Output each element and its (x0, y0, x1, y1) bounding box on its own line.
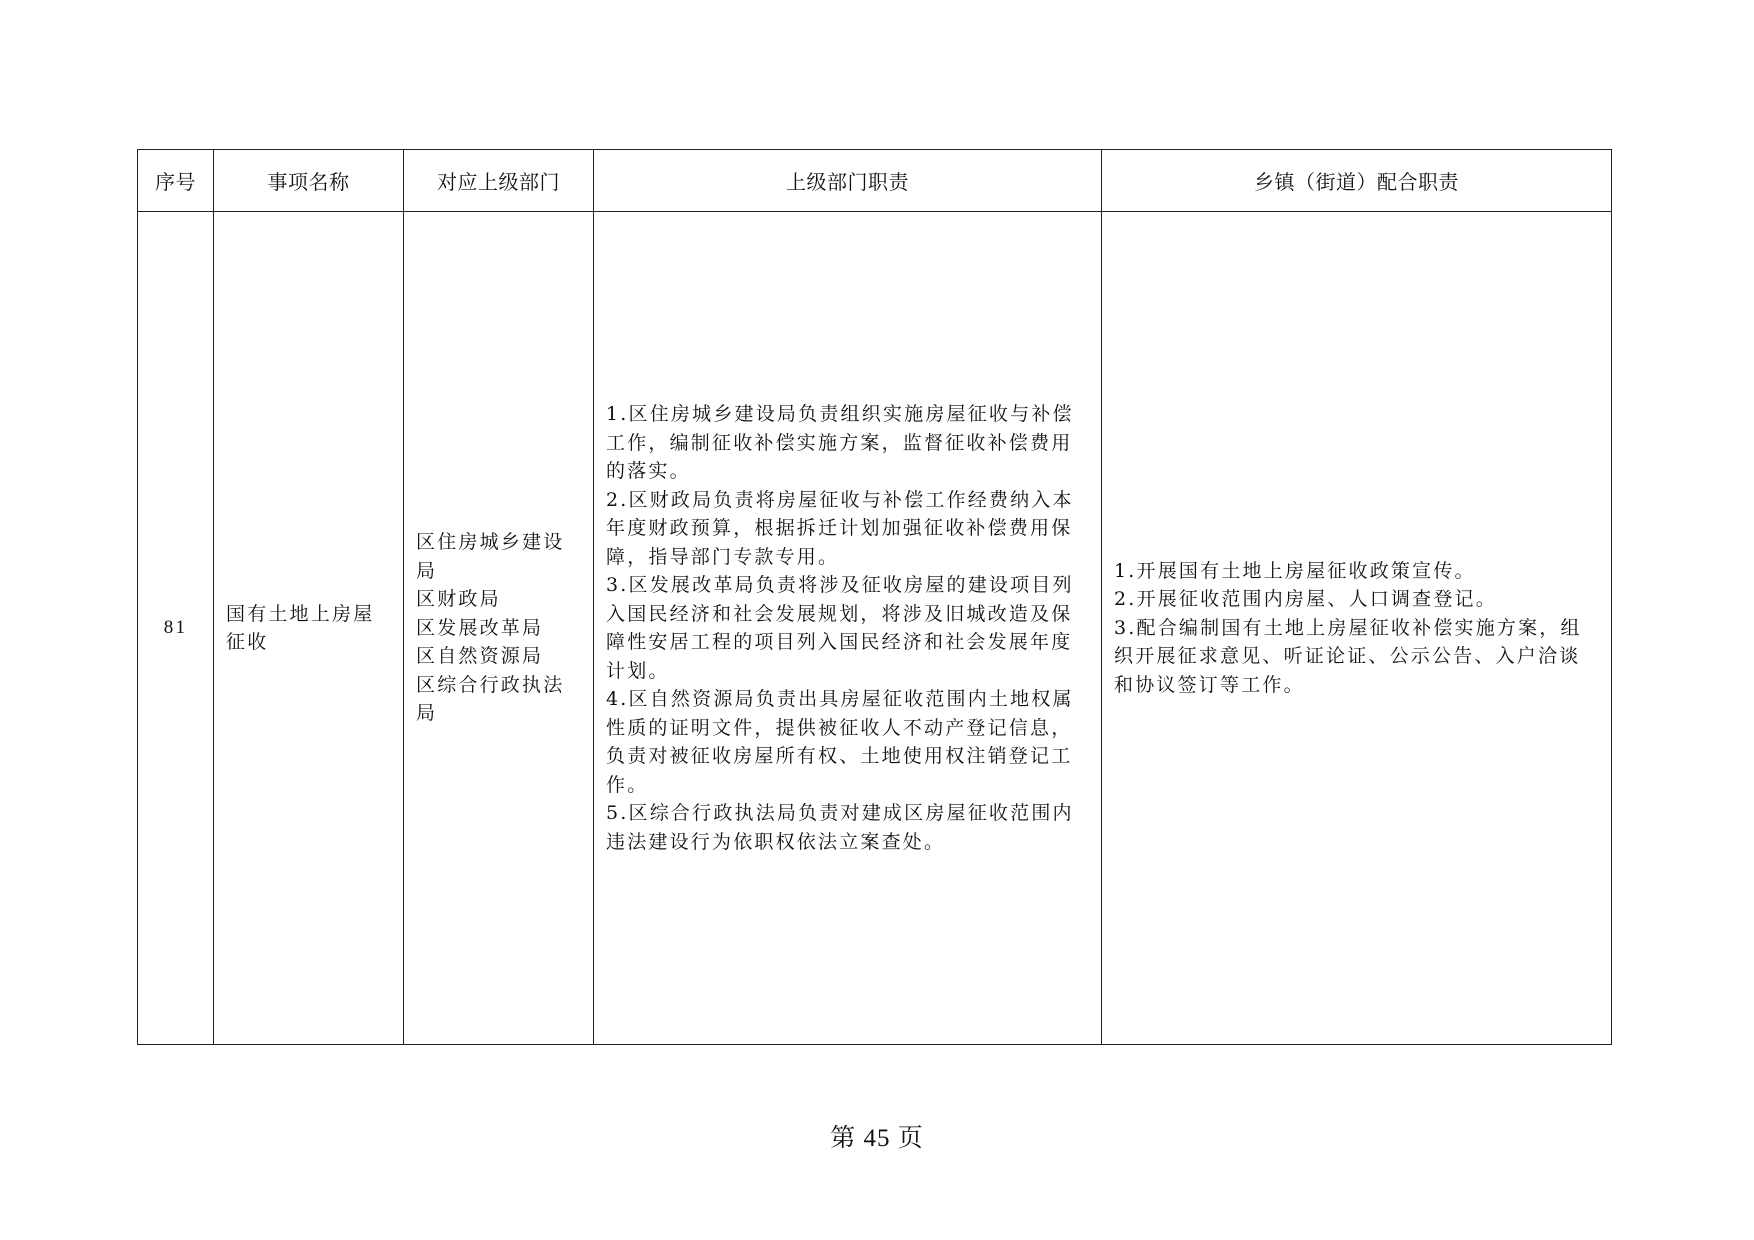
cell-seq: 81 (138, 212, 214, 1045)
dept-line: 区发展改革局 (416, 616, 544, 639)
header-seq: 序号 (138, 150, 214, 212)
duty-line: 入国民经济和社会发展规划，将涉及旧城改造及保 (606, 602, 1073, 625)
header-coop: 乡镇（街道）配合职责 (1102, 150, 1612, 212)
header-dept: 对应上级部门 (404, 150, 594, 212)
page-number: 第 45 页 (830, 1125, 924, 1152)
duty-line: 2.区财政局负责将房屋征收与补偿工作经费纳入本 (606, 488, 1074, 511)
duty-line: 计划。 (606, 659, 670, 682)
duty-line: 工作，编制征收补偿实施方案，监督征收补偿费用 (606, 431, 1073, 454)
coop-line: 2.开展征收范围内房屋、人口调查登记。 (1114, 588, 1497, 611)
name-line: 国有土地上房屋 (226, 602, 375, 625)
duty-line: 的落实。 (606, 460, 691, 482)
cell-coop (1102, 212, 1612, 1045)
table-row (138, 212, 1612, 1045)
dept-line: 局 (416, 702, 438, 725)
cell-dept (404, 212, 594, 1045)
header-name: 事项名称 (214, 150, 404, 212)
duty-line: 性质的证明文件，提供被征收人不动产登记信息， (606, 716, 1073, 739)
duty-line: 年度财政预算，根据拆迁计划加强征收补偿费用保 (606, 517, 1073, 539)
header-duty: 上级部门职责 (594, 150, 1102, 212)
table-header-row (138, 150, 1612, 212)
dept-line: 区住房城乡建设 (416, 531, 565, 554)
duty-line: 障，指导部门专款专用。 (606, 545, 840, 568)
dept-line: 区综合行政执法 (416, 673, 565, 696)
coop-line: 3.配合编制国有土地上房屋征收补偿实施方案，组 (1114, 616, 1582, 639)
dept-line: 区财政局 (416, 588, 501, 611)
duty-line: 负责对被征收房屋所有权、土地使用权注销登记工 (606, 745, 1073, 767)
dept-line: 区自然资源局 (416, 645, 544, 668)
coop-line: 1.开展国有土地上房屋征收政策宣传。 (1114, 559, 1476, 582)
duty-line: 违法建设行为依职权依法立案查处。 (606, 830, 946, 853)
dept-line: 局 (416, 559, 438, 582)
duty-line: 1.区住房城乡建设局负责组织实施房屋征收与补偿 (606, 403, 1074, 425)
cell-duty (594, 212, 1102, 1045)
name-line: 征收 (226, 631, 269, 653)
duty-line: 3.区发展改革局负责将涉及征收房屋的建设项目列 (606, 574, 1074, 596)
duty-table (137, 149, 1612, 1045)
coop-line: 织开展征求意见、听证论证、公示公告、入户洽谈 (1114, 645, 1581, 668)
duty-line: 4.区自然资源局负责出具房屋征收范围内土地权属 (606, 688, 1074, 710)
coop-line: 和协议签订等工作。 (1114, 673, 1305, 696)
duty-line: 作。 (606, 773, 649, 796)
duty-line: 障性安居工程的项目列入国民经济和社会发展年度 (606, 631, 1073, 653)
cell-name (214, 212, 404, 1045)
duty-line: 5.区综合行政执法局负责对建成区房屋征收范围内 (606, 802, 1074, 824)
